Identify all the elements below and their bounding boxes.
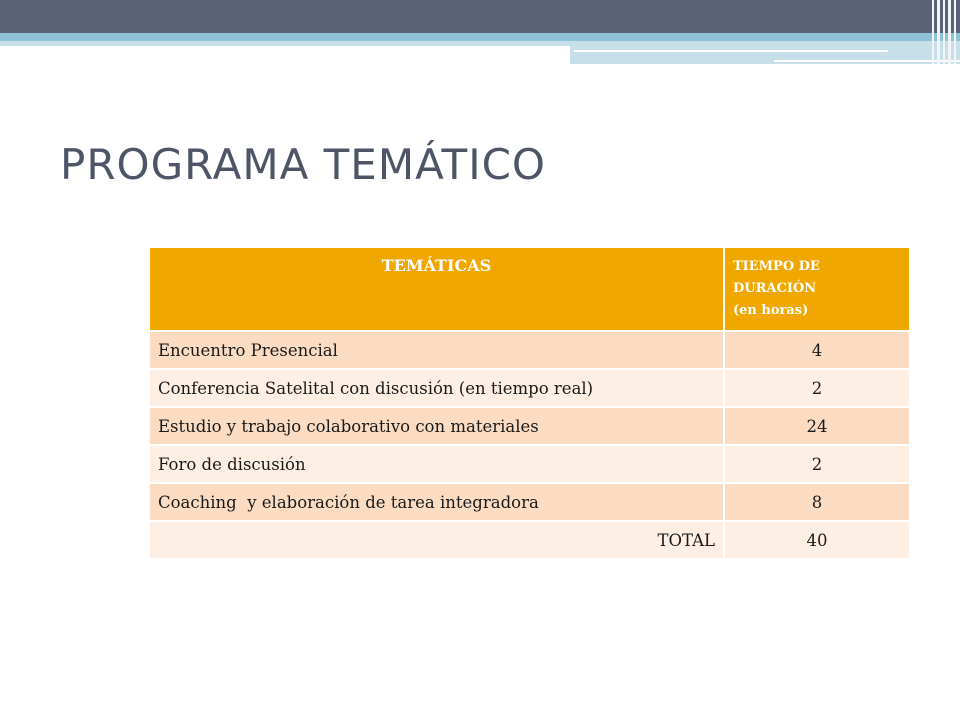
total-row bbox=[149, 521, 910, 559]
total-hours: 40 bbox=[724, 521, 910, 559]
table-row bbox=[149, 331, 910, 369]
header-duracion bbox=[724, 247, 910, 331]
header-duracion-line3: (en horas) bbox=[733, 303, 809, 318]
header-duracion-line2: DURACIÓN bbox=[733, 281, 817, 296]
hours-cell: 2 bbox=[724, 445, 910, 483]
header-vertical-lines bbox=[930, 0, 960, 64]
topic-cell: Encuentro Presencial bbox=[149, 331, 724, 369]
slide-title: PROGRAMA TEMÁTICO bbox=[60, 140, 546, 189]
header-light-bar bbox=[0, 41, 570, 46]
table-row bbox=[149, 407, 910, 445]
table-header-row bbox=[149, 247, 910, 331]
topic-cell: Conferencia Satelital con discusión (en tiempo real) bbox=[149, 369, 724, 407]
header-accent-bar bbox=[0, 33, 960, 41]
topic-cell: Coaching y elaboración de tarea integradora bbox=[149, 483, 724, 521]
topic-cell: Foro de discusión bbox=[149, 445, 724, 483]
hours-cell: 24 bbox=[724, 407, 910, 445]
header-decoration-bar bbox=[0, 0, 960, 33]
hours-cell: 8 bbox=[724, 483, 910, 521]
topics-table bbox=[148, 246, 911, 560]
table-row bbox=[149, 369, 910, 407]
header-tematicas: TEMÁTICAS bbox=[149, 247, 724, 331]
table-row bbox=[149, 445, 910, 483]
topic-cell: Estudio y trabajo colaborativo con materiales bbox=[149, 407, 724, 445]
total-label: TOTAL bbox=[149, 521, 724, 559]
header-white-line bbox=[574, 50, 888, 52]
hours-cell: 2 bbox=[724, 369, 910, 407]
header-duracion-line1: TIEMPO DE bbox=[733, 259, 820, 274]
hours-cell: 4 bbox=[724, 331, 910, 369]
table-row bbox=[149, 483, 910, 521]
